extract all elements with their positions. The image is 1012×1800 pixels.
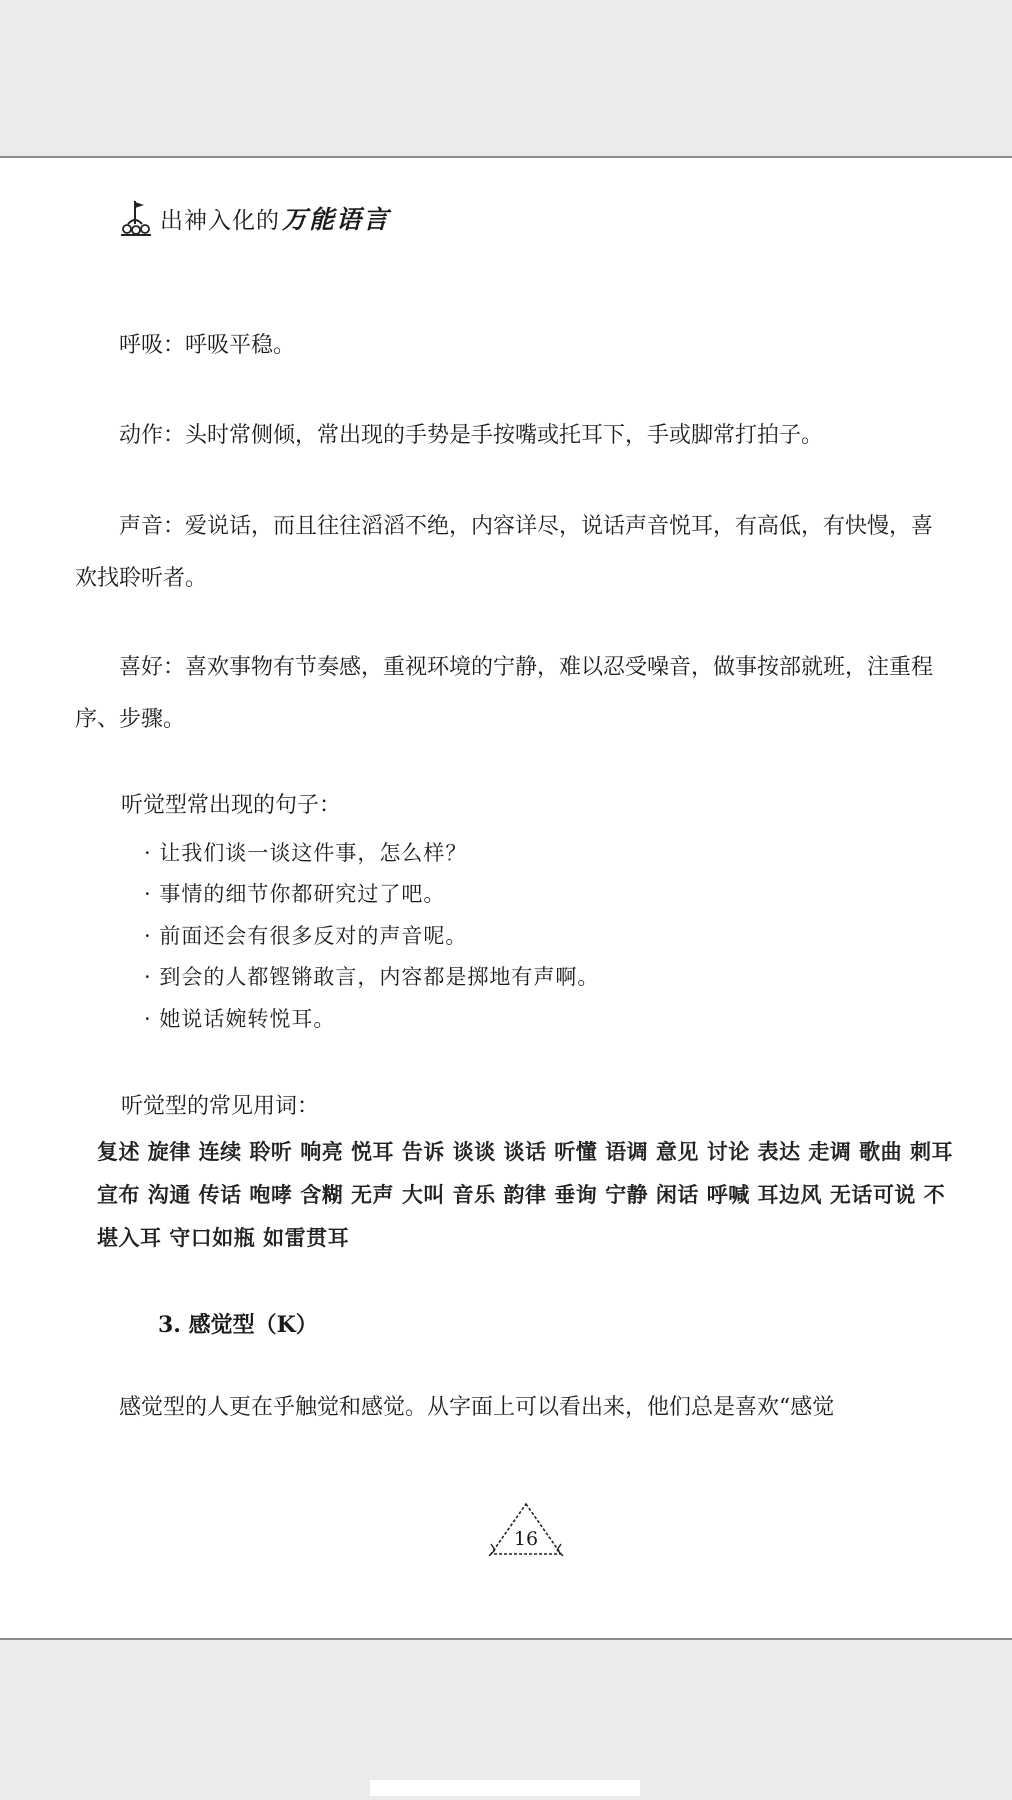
running-header [118, 198, 390, 238]
sentence-item: · 事情的细节你都研究过了吧。 [144, 882, 446, 906]
common-words-list: 复述 旋律 连续 聆听 响亮 悦耳 告诉 谈谈 谈话 听懂 语调 意见 讨论 表达 走调 歌曲 刺耳 宣布 沟通 传话 咆哮 含糊 无声 大叫 音乐 韵律 垂询 宁静 闲话 呼喊 耳边风 无话可说 不堪入耳 守口如瓶 如雷贯耳 [97, 1139, 953, 1250]
book-title-plain: 出神入化的 [160, 207, 280, 234]
sentences-heading: 听觉型常出现的句子： [121, 793, 342, 818]
book-logo-icon [118, 198, 154, 238]
paragraph-action: 动作：头时常侧倾，常出现的手势是手按嘴或托耳下，手或脚常打拍子。 [119, 423, 824, 448]
sentence-item: · 让我们谈一谈这件事，怎么样？ [144, 841, 468, 865]
sentence-item: · 前面还会有很多反对的声音呢。 [144, 924, 468, 948]
paragraph-breathing: 呼吸：呼吸平稳。 [119, 333, 296, 358]
page-number: 16 [513, 1528, 539, 1550]
book-page [0, 156, 1012, 1640]
words-heading: 听觉型的常见用词： [121, 1094, 320, 1119]
section-title: 3. 感觉型（K） [158, 1312, 318, 1338]
bottom-indicator-bar [370, 1780, 640, 1796]
book-title-styled: 万能语言 [282, 205, 391, 234]
paragraph-preference: 喜好：喜欢事物有节奏感，重视环境的宁静，难以忍受噪音，做事按部就班，注重程序、步骤。 [75, 655, 934, 732]
sentence-item: · 到会的人都铿锵敢言，内容都是掷地有声啊。 [144, 965, 600, 989]
sentence-item: · 她说话婉转悦耳。 [144, 1007, 336, 1031]
page-number-badge [481, 1500, 571, 1560]
paragraph-voice: 声音：爱说话，而且往往滔滔不绝，内容详尽，说话声音悦耳，有高低，有快慢，喜欢找聆听者。 [75, 514, 934, 591]
section-intro: 感觉型的人更在乎触觉和感觉。从字面上可以看出来，他们总是喜欢“感觉 [119, 1395, 835, 1420]
